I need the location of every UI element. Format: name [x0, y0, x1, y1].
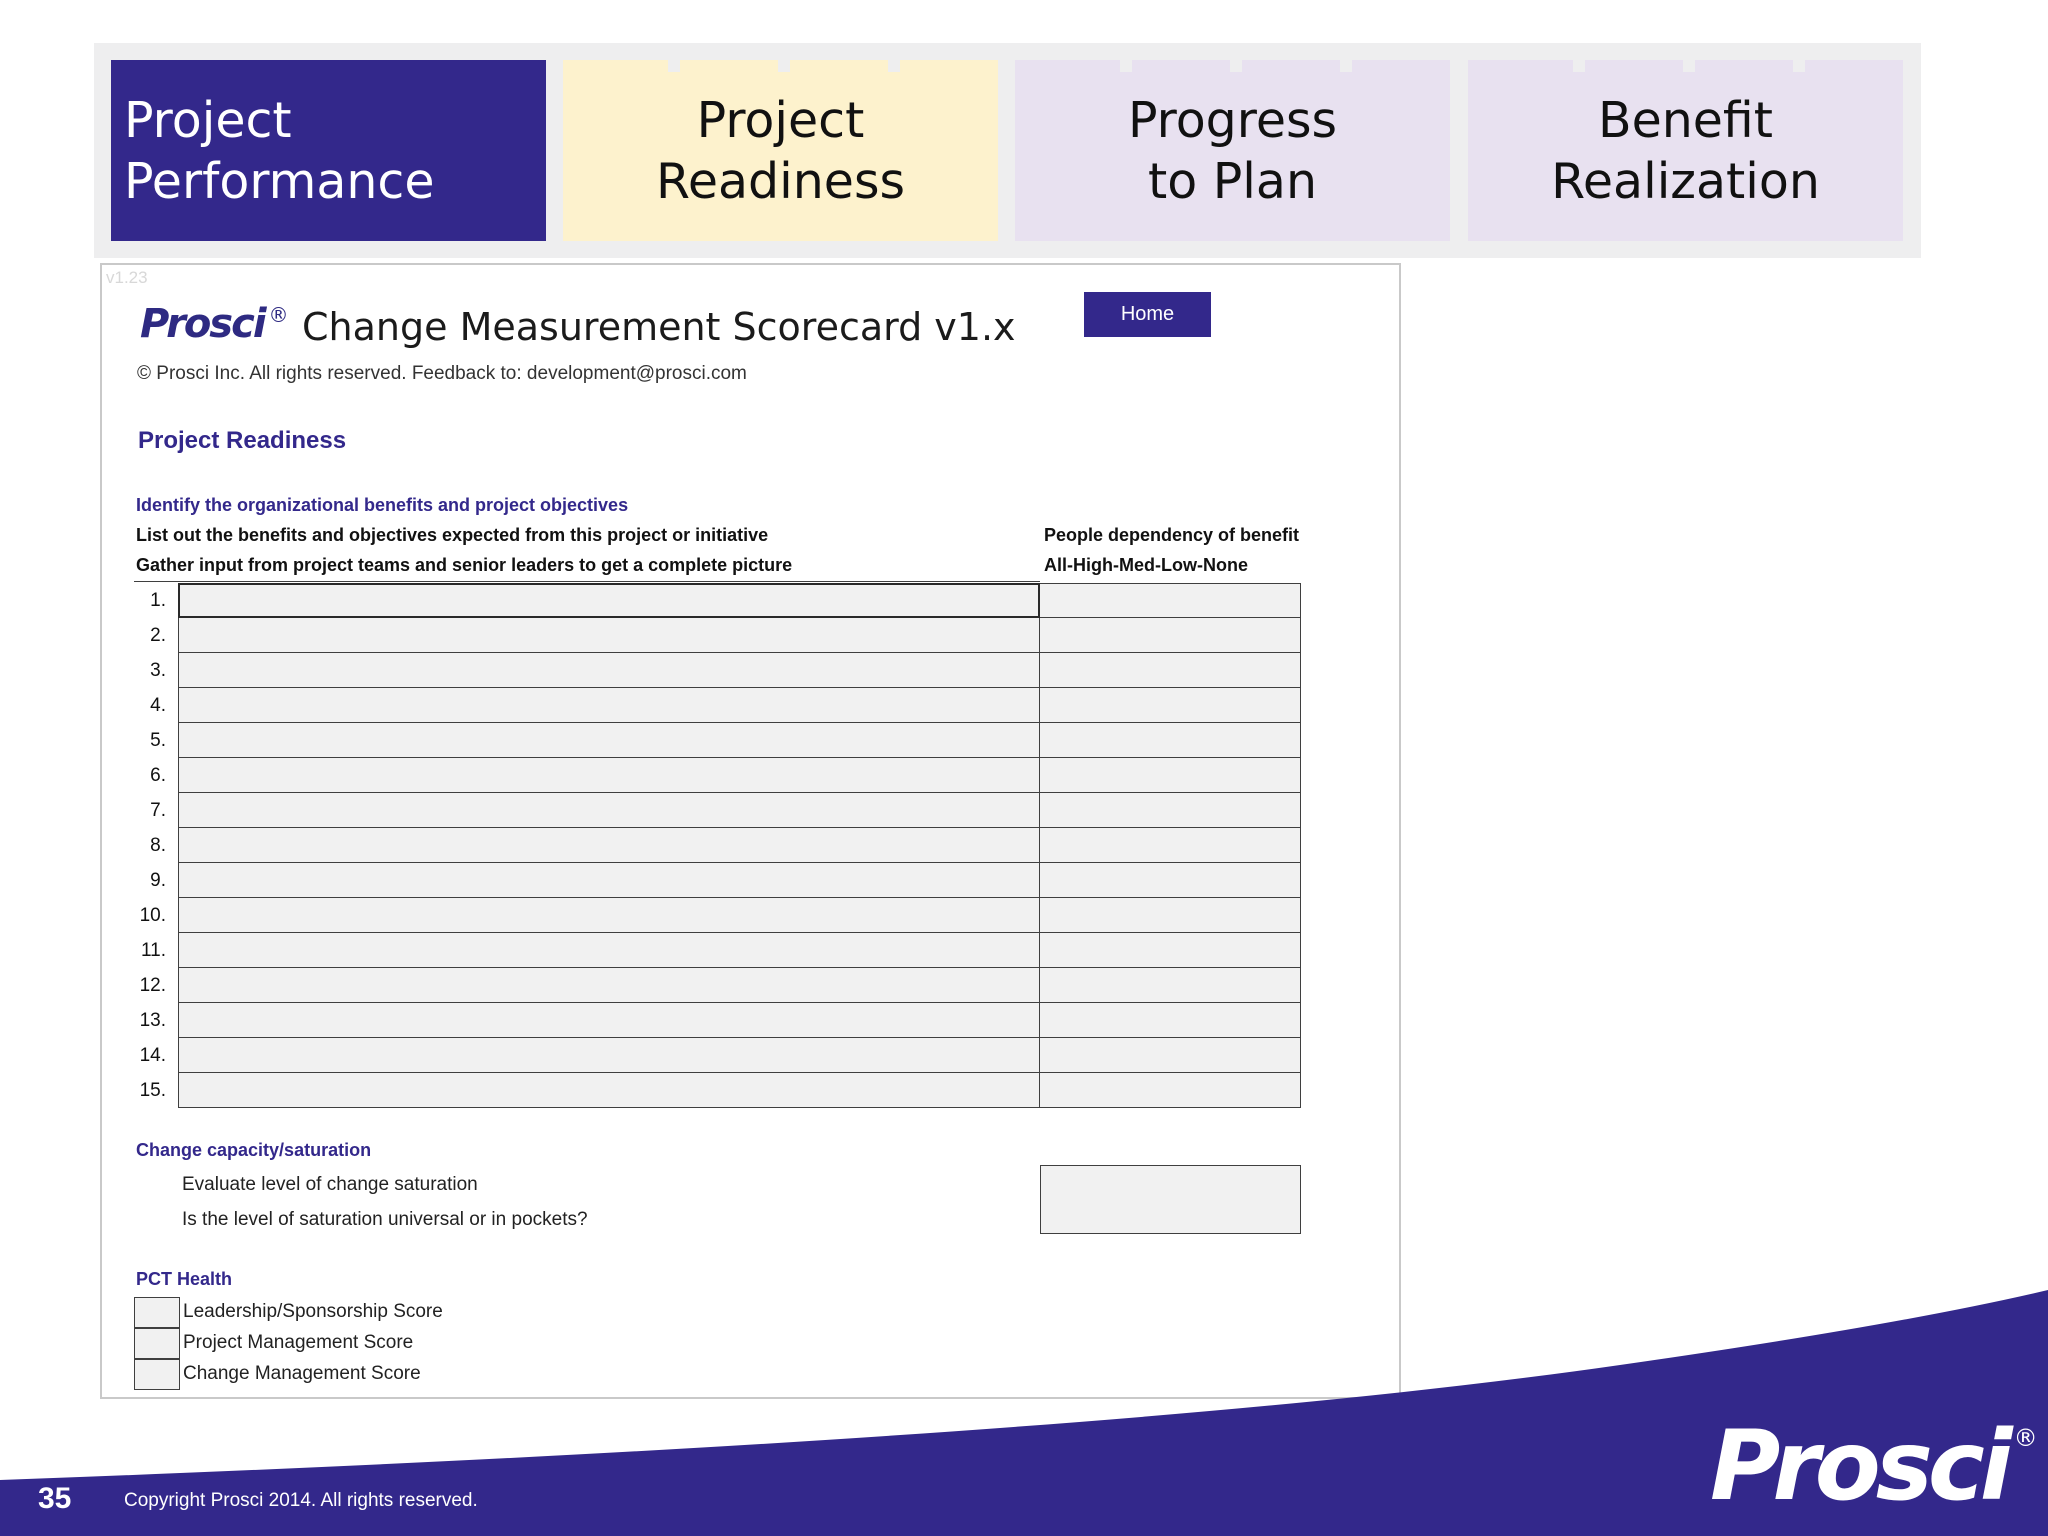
tab-notch [1230, 60, 1242, 72]
dependency-input[interactable] [1040, 758, 1301, 793]
row-number: 1. [150, 590, 166, 611]
benefits-instruction-2: Gather input from project teams and senior leaders to get a complete picture [136, 555, 793, 575]
capacity-item: Evaluate level of change saturation [182, 1174, 478, 1195]
saturation-scope-input[interactable] [1040, 1199, 1301, 1234]
prosci-footer-logo [1710, 1410, 2033, 1522]
row-number: 6. [150, 765, 166, 786]
dependency-input[interactable] [1040, 688, 1301, 723]
version-label: v1.23 [106, 268, 148, 287]
benefit-input[interactable] [178, 933, 1040, 968]
home-button[interactable]: Home [1084, 292, 1211, 337]
row-number: 13. [139, 1010, 166, 1031]
scorecard-panel [100, 263, 1401, 1399]
benefits-instruction-1: List out the benefits and objectives expected from this project or initiative [136, 525, 769, 545]
dependency-input[interactable] [1040, 933, 1301, 968]
tab-progress-to-plan[interactable] [1015, 60, 1450, 241]
benefit-input[interactable] [178, 653, 1040, 688]
prosci-logo [140, 301, 287, 347]
tab-project-readiness[interactable] [563, 60, 998, 241]
tab-project-performance[interactable] [111, 60, 546, 241]
tab-notch [888, 60, 900, 72]
tab-benefit-realization[interactable] [1468, 60, 1903, 241]
page-number: 35 [38, 1482, 72, 1515]
tab-label-line2: Performance [124, 152, 435, 210]
tab-label-line2: Readiness [656, 152, 905, 210]
pct-item: Project Management Score [183, 1332, 414, 1353]
brand-name: Prosci [140, 301, 265, 347]
tab-label-line1: Project [124, 91, 292, 149]
row-number: 14. [139, 1045, 166, 1066]
row-number: 15. [139, 1080, 166, 1101]
row-number: 9. [150, 870, 166, 891]
scorecard-title: Change Measurement Scorecard v1.x [302, 305, 1016, 349]
tab-notch [1340, 60, 1352, 72]
row-number: 12. [139, 975, 166, 996]
tab-label-line1: Project [696, 91, 865, 149]
row-number: 4. [150, 695, 166, 716]
section-title: Project Readiness [138, 427, 347, 454]
benefit-input[interactable] [178, 793, 1040, 828]
tab-notch [778, 60, 790, 72]
dependency-scale: All-High-Med-Low-None [1044, 555, 1248, 575]
row-number: 3. [150, 660, 166, 681]
dependency-input[interactable] [1040, 863, 1301, 898]
dependency-input[interactable] [1040, 653, 1301, 688]
tab-notch [1793, 60, 1805, 72]
benefit-input[interactable] [178, 968, 1040, 1003]
dependency-input[interactable] [1040, 793, 1301, 828]
tab-notch [1573, 60, 1585, 72]
footer-copyright: Copyright Prosci 2014. All rights reserved. [124, 1490, 478, 1511]
row-number: 7. [150, 800, 166, 821]
pct-item: Leadership/Sponsorship Score [183, 1301, 443, 1322]
dependency-input[interactable] [1040, 1073, 1301, 1108]
benefit-input[interactable] [178, 1038, 1040, 1073]
benefit-input[interactable] [178, 1073, 1040, 1108]
benefit-input[interactable] [178, 688, 1040, 723]
copyright-feedback: © Prosci Inc. All rights reserved. Feedback to: development@prosci.com [137, 363, 747, 384]
dependency-input[interactable] [1040, 828, 1301, 863]
registered-mark: ® [268, 303, 287, 327]
benefit-input[interactable] [178, 828, 1040, 863]
dependency-input[interactable] [1040, 583, 1301, 618]
dependency-input[interactable] [1040, 898, 1301, 933]
capacity-item: Is the level of saturation universal or in pockets? [182, 1209, 588, 1230]
benefit-input[interactable] [178, 583, 1040, 618]
benefit-input[interactable] [178, 863, 1040, 898]
dependency-input[interactable] [1040, 1038, 1301, 1073]
capacity-heading: Change capacity/saturation [136, 1140, 372, 1160]
benefit-input[interactable] [178, 618, 1040, 653]
row-number: 10. [139, 905, 166, 926]
header-rule [134, 581, 1040, 582]
benefit-input[interactable] [178, 758, 1040, 793]
benefit-input[interactable] [178, 1003, 1040, 1038]
tab-notch [1120, 60, 1132, 72]
row-number: 11. [140, 940, 166, 961]
pct-item: Change Management Score [183, 1363, 421, 1384]
benefits-heading: Identify the organizational benefits and project objectives [136, 495, 629, 515]
dependency-input[interactable] [1040, 1003, 1301, 1038]
tab-label-line2: to Plan [1147, 152, 1317, 210]
dependency-input[interactable] [1040, 618, 1301, 653]
tab-notch [668, 60, 680, 72]
row-number: 5. [150, 730, 166, 751]
dependency-header: People dependency of benefit [1044, 525, 1300, 545]
dependency-input[interactable] [1040, 968, 1301, 1003]
tab-label-line1: Benefit [1597, 91, 1774, 149]
row-number: 8. [150, 835, 166, 856]
benefit-input[interactable] [178, 898, 1040, 933]
tab-strip [94, 43, 1921, 258]
tab-label-line1: Progress [1127, 91, 1338, 149]
footer-logo-text: Prosci [1710, 1410, 2008, 1522]
saturation-level-input[interactable] [1040, 1165, 1301, 1200]
benefit-input[interactable] [178, 723, 1040, 758]
tab-label-line2: Realization [1551, 152, 1820, 210]
pct-heading: PCT Health [136, 1269, 233, 1289]
tab-notch [1683, 60, 1695, 72]
footer-registered-mark: ® [2013, 1424, 2033, 1452]
dependency-input[interactable] [1040, 723, 1301, 758]
row-number: 2. [150, 625, 166, 646]
